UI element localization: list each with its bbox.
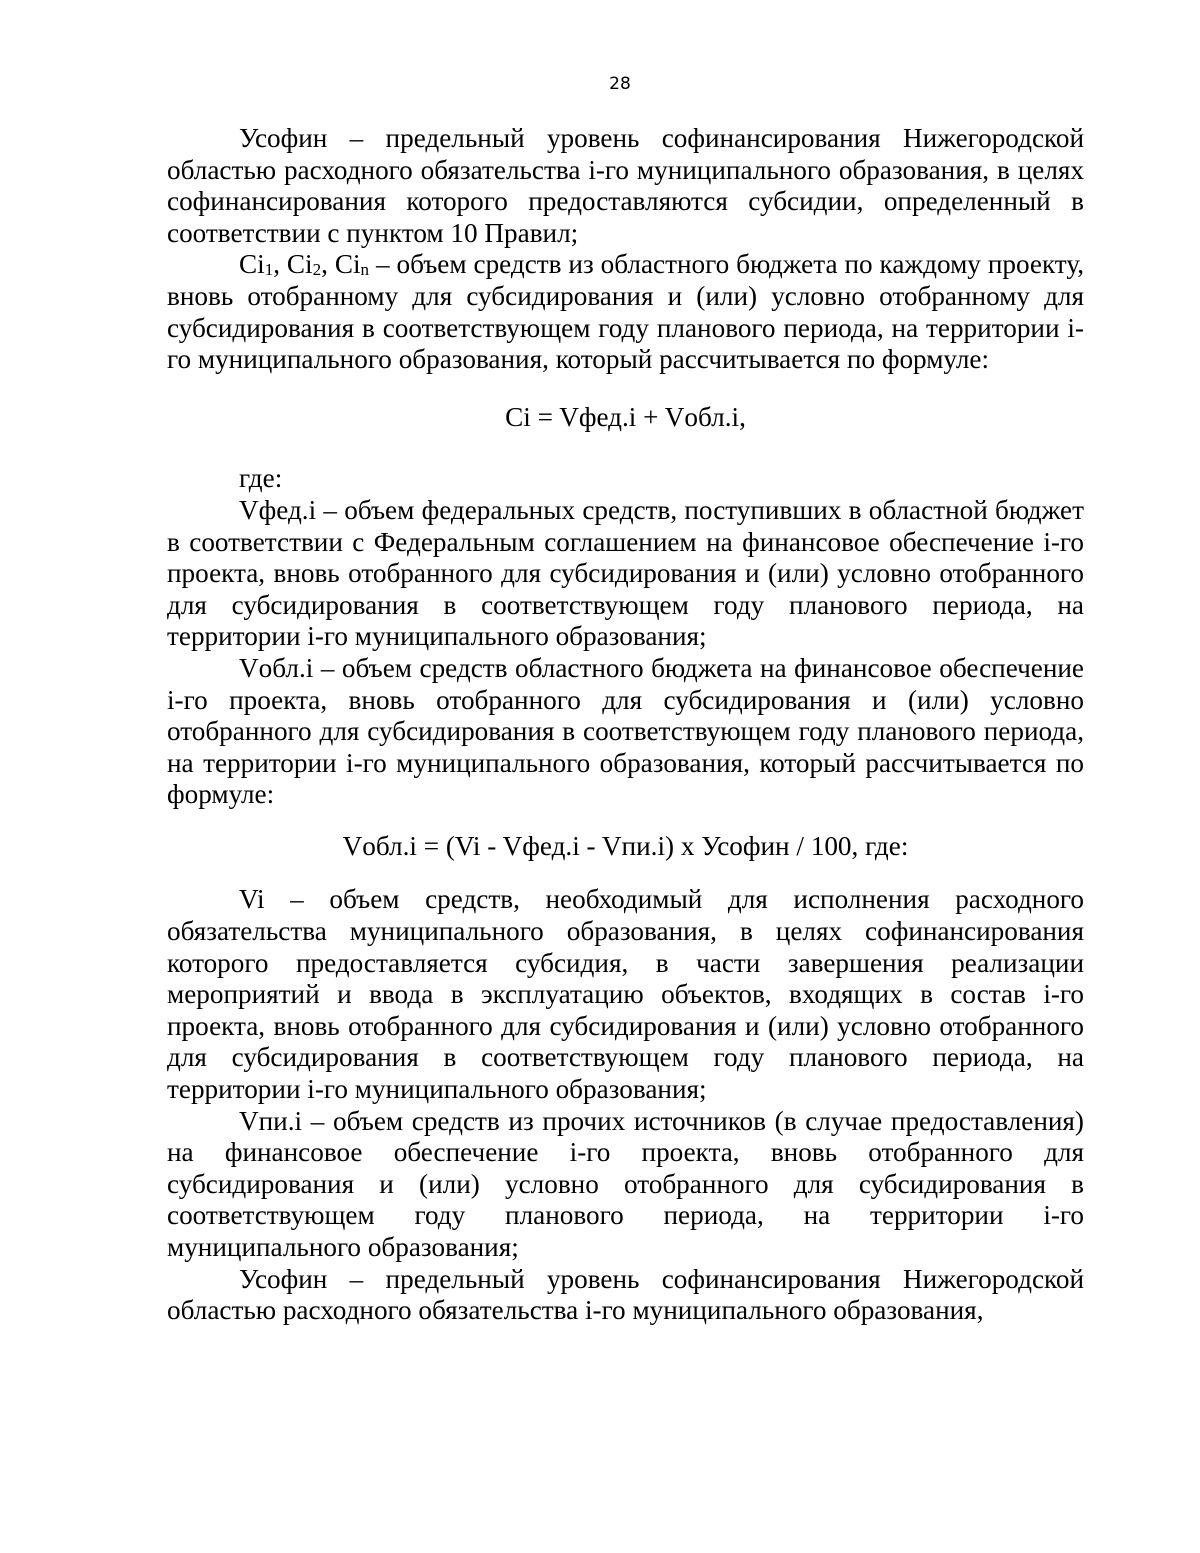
ci-separator-2: , Ci [321,249,361,280]
paragraph-vpi-definition: Vпи.i – объем средств из прочих источников (в случае предоставления) на финансовое обеспечение i-го проекта, вновь отобранного для субсидирования и (или) условно отобранного для субсидирования в соответствующем году планового периода, на территории i-го муниципального образования; [167,1105,1084,1262]
paragraph-vobl-definition: Vобл.i – объем средств областного бюджета на финансовое обеспечение i-го проекта, вновь отобранного для субсидирования и (или) условно отобранного для субсидирования в соответствующем году планового периода, на территории i-го муниципального образования, который рассчитывается по формуле: [167,652,1084,810]
formula-ci: Ci = Vфед.i + Vобл.i, [505,401,746,432]
formula-vobl: Vобл.i = (Vi - Vфед.i - Vпи.i) x Усофин / 100, где: [342,830,909,861]
paragraph-vi-definition: Vi – объем средств, необходимый для исполнения расходного обязательства муниципального образования, в целях софинансирования которого предоставляется субсидия, в части завершения реализации мероприятий и ввода в эксплуатацию объектов, входящих в состав i-го проекта, вновь отобранного для субсидирования и (или) условно отобранного для субсидирования в соответствующем году планового периода, на территории i-го муниципального образования; [167,884,1084,1105]
ci-subscript-n: n [360,260,370,280]
ci-symbol: Ci [239,249,265,280]
ci-subscript-2: 2 [312,260,322,280]
paragraph-vfed-definition: Vфед.i – объем федеральных средств, поступивших в областной бюджет в соответствии с Федеральным соглашением на финансовое обеспечение i-го проекта, вновь отобранного для субсидирования и (или) условно отобранного для субсидирования в соответствующем году планового периода, на территории i-го муниципального образования; [167,494,1084,652]
paragraph-usofin-definition-2: Усофин – предельный уровень софинансирования Нижегородской областью расходного обязательства i-го муниципального образования, [167,1263,1084,1326]
paragraph-usofin-definition: Усофин – предельный уровень софинансирования Нижегородской областью расходного обязательства i-го муниципального образования, в целях софинансирования которого предоставляются субсидии, определенный в соответствии с пунктом 10 Правил; [167,123,1084,248]
page-number: 28 [609,74,631,94]
document-body [167,123,1084,1327]
ci-subscript-1: 1 [264,260,274,280]
paragraph-ci-definition [167,249,1084,375]
where-label: где: [239,463,283,494]
ci-definition-text: – объем средств из областного бюджета по каждому проекту, вновь отобранному для субсидирования и (или) условно отобранному для субсидирования в соответствующем году планового периода, на территории i-го муниципального образования, который рассчитывается по формуле: [167,249,1084,375]
ci-separator-1: , Ci [273,249,313,280]
